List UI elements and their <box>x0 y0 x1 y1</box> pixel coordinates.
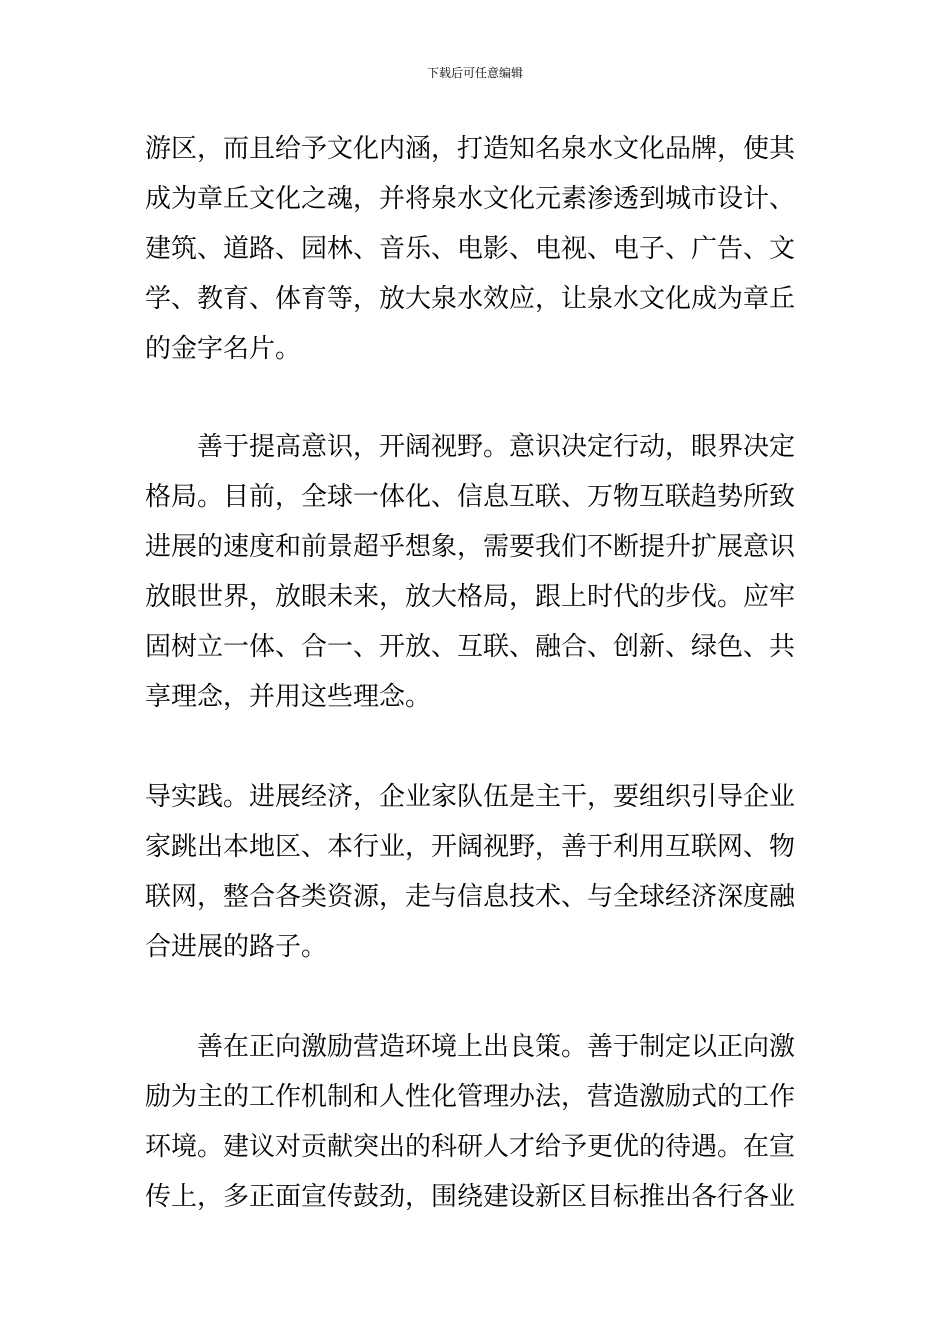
paragraph-1-line-1: 游区，而且给予文化内涵，打造知名泉水文化品牌，使其 <box>145 134 796 164</box>
paragraph-1-line-4: 学、教育、体育等，放大泉水效应，让泉水文化成为章丘 <box>145 284 796 314</box>
paragraph-2-line-5: 固树立一体、合一、开放、互联、融合、创新、绿色、共 <box>145 632 796 662</box>
paragraph-2-line-6: 享理念，并用这些理念。 <box>145 682 432 712</box>
paragraph-4-line-2: 励为主的工作机制和人性化管理办法，营造激励式的工作 <box>145 1082 796 1112</box>
paragraph-3-line-1: 导实践。进展经济，企业家队伍是主干，要组织引导企业 <box>145 782 796 812</box>
paragraph-1-line-2: 成为章丘文化之魂，并将泉水文化元素渗透到城市设计、 <box>145 184 796 214</box>
paragraph-2-line-4: 放眼世界，放眼未来，放大格局，跟上时代的步伐。应牢 <box>145 582 796 612</box>
paragraph-1-line-5: 的金字名片。 <box>145 334 302 364</box>
paragraph-3-line-3: 联网，整合各类资源，走与信息技术、与全球经济深度融 <box>145 882 796 912</box>
page-header: 下载后可任意编辑 <box>426 66 523 80</box>
paragraph-1-line-3: 建筑、道路、园林、音乐、电影、电视、电子、广告、文 <box>145 234 796 264</box>
paragraph-2-line-2: 格局。目前，全球一体化、信息互联、万物互联趋势所致 <box>145 482 796 512</box>
paragraph-4-line-4: 传上，多正面宣传鼓劲，围绕建设新区目标推出各行各业 <box>145 1182 796 1212</box>
paragraph-3-line-4: 合进展的路子。 <box>145 932 328 962</box>
paragraph-4-line-1: 善在正向激励营造环境上出良策。善于制定以正向激 <box>197 1032 796 1062</box>
paragraph-4-line-3: 环境。建议对贡献突出的科研人才给予更优的待遇。在宣 <box>145 1132 796 1162</box>
paragraph-3-line-2: 家跳出本地区、本行业，开阔视野，善于利用互联网、物 <box>145 832 796 862</box>
paragraph-2-line-3: 进展的速度和前景超乎想象，需要我们不断提升扩展意识 <box>145 532 796 562</box>
paragraph-2-line-1: 善于提高意识，开阔视野。意识决定行动，眼界决定 <box>197 432 796 462</box>
